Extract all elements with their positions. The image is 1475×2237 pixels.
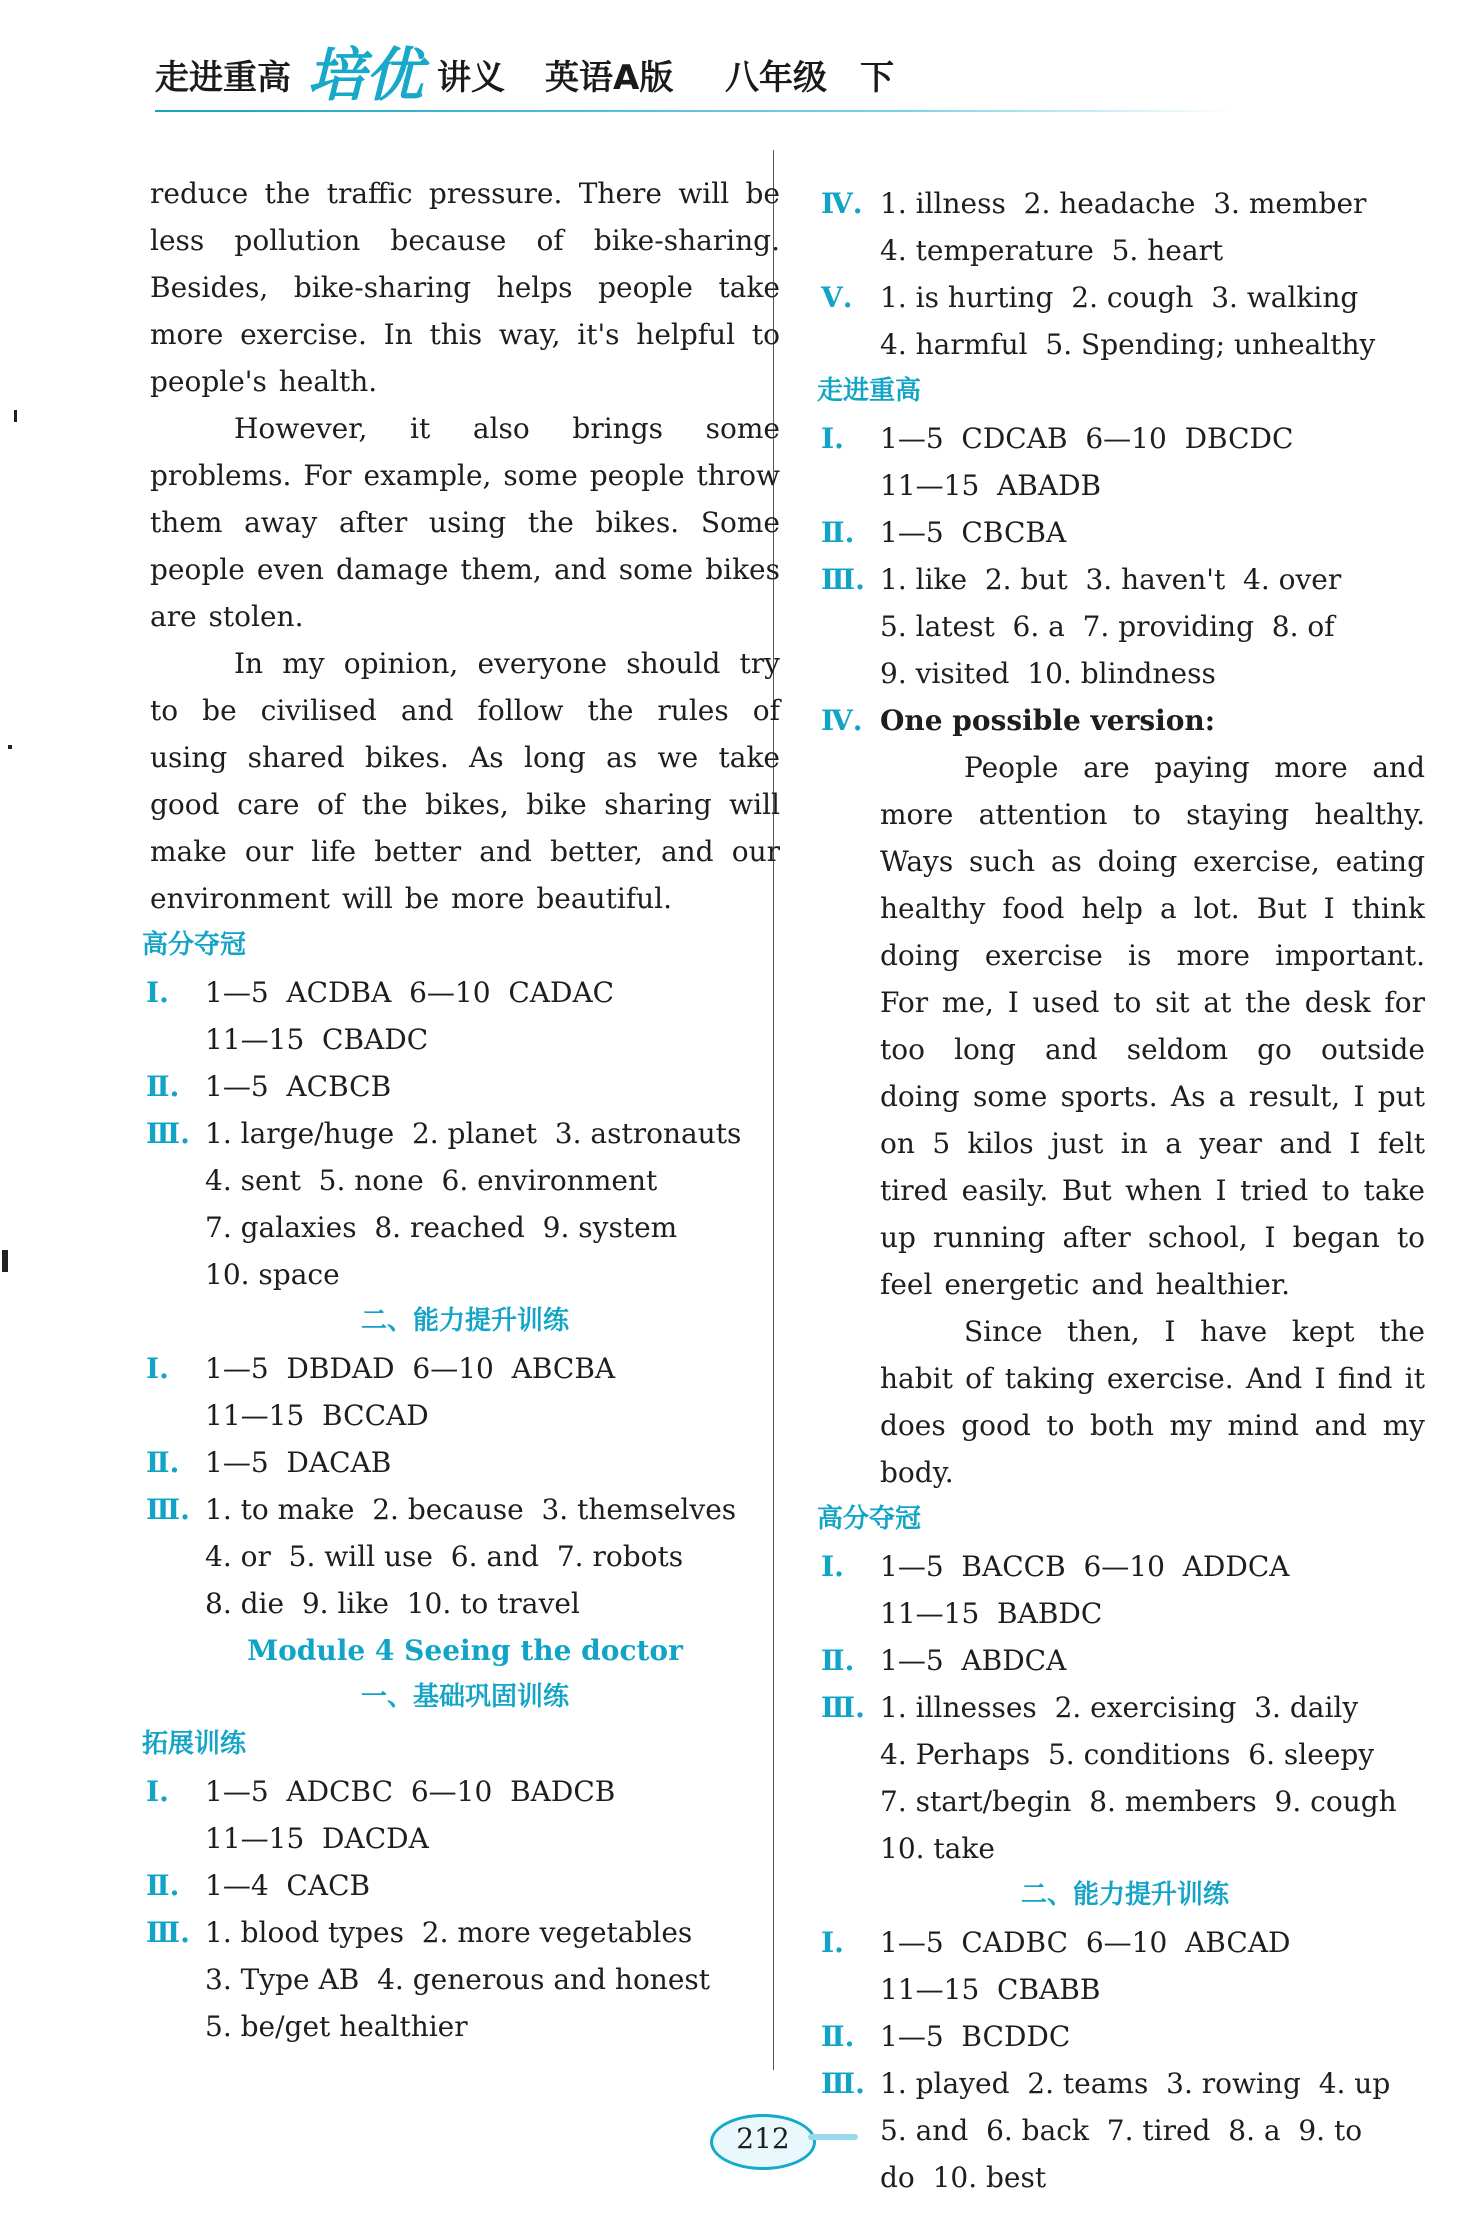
roman-numeral: Ⅲ. bbox=[821, 2067, 865, 2100]
answer-group bbox=[821, 180, 1425, 274]
page-number-badge bbox=[690, 2110, 860, 2170]
answer-line: 1. illnesses 2. exercising 3. daily bbox=[880, 1691, 1359, 1724]
roman-numeral: Ⅱ. bbox=[821, 2020, 855, 2053]
answer-line: 1. is hurting 2. cough 3. walking bbox=[880, 281, 1359, 314]
answer-line: 1—5 CDCAB 6—10 DBCDC bbox=[880, 422, 1294, 455]
essay-paragraph: People are paying more and more attention to staying healthy. Ways such as doing exercise, eating healthy food help a lot. But I think doing exercise is more important. For me, I used to sit at the desk for too long and seldom go outside doing some sports. As a result, I put on 5 kilos just in a year and I felt tired easily. But when I tried to take up running after school, I began to feel energetic and healthier. bbox=[880, 751, 1425, 1301]
roman-numeral: Ⅰ. bbox=[821, 1550, 844, 1583]
answer-line: 3. Type AB 4. generous and honest bbox=[205, 1963, 711, 1996]
answer-line: 1—5 CADBC 6—10 ABCAD bbox=[880, 1926, 1291, 1959]
margin-mark bbox=[14, 410, 17, 422]
answer-group bbox=[821, 697, 1425, 1496]
answer-line: 10. take bbox=[880, 1832, 995, 1865]
roman-numeral: Ⅲ. bbox=[821, 563, 865, 596]
answer-line: 4. harmful 5. Spending; unhealthy bbox=[880, 328, 1376, 361]
roman-numeral: Ⅲ. bbox=[146, 1493, 190, 1526]
answer-line: 1. blood types 2. more vegetables bbox=[205, 1916, 693, 1949]
roman-numeral: Ⅰ. bbox=[821, 422, 844, 455]
section-heading: 高分夺冠 bbox=[817, 1504, 922, 1534]
margin-mark bbox=[8, 745, 12, 749]
subsection-heading: 一、基础巩固训练 bbox=[360, 1682, 569, 1712]
answer-line: 1—5 ACBCB bbox=[205, 1070, 392, 1103]
answer-line: 1—5 ABDCA bbox=[880, 1644, 1067, 1677]
page-number: 212 bbox=[736, 2122, 790, 2155]
page-number-swoosh bbox=[808, 2134, 858, 2140]
answer-group bbox=[821, 2013, 1425, 2060]
roman-numeral: Ⅲ. bbox=[146, 1916, 190, 1949]
margin-mark bbox=[2, 1250, 8, 1272]
answer-line: 1. played 2. teams 3. rowing 4. up bbox=[880, 2067, 1391, 2100]
section-heading: 拓展训练 bbox=[142, 1729, 247, 1759]
answer-group bbox=[821, 274, 1425, 368]
answer-group bbox=[821, 1684, 1425, 1872]
answer-group bbox=[146, 1110, 780, 1298]
answer-group bbox=[146, 1909, 780, 2050]
header-subject: 英语A版 bbox=[545, 58, 674, 98]
answer-group bbox=[146, 1439, 780, 1486]
answer-line: 1. like 2. but 3. haven't 4. over bbox=[880, 563, 1342, 596]
essay-paragraph: In my opinion, everyone should try to be civilised and follow the rules of using shared bikes. As long as we take good care of the bikes, bike sharing will make our life better and better, and our environment will be more beautiful. bbox=[150, 647, 780, 915]
roman-numeral: Ⅲ. bbox=[146, 1117, 190, 1150]
answer-line: 11—15 ABADB bbox=[880, 469, 1102, 502]
roman-numeral: Ⅰ. bbox=[821, 1926, 844, 1959]
answer-line: 4. or 5. will use 6. and 7. robots bbox=[205, 1540, 684, 1573]
roman-numeral: Ⅰ. bbox=[146, 976, 169, 1009]
header-grade: 八年级 bbox=[725, 58, 827, 98]
answer-group bbox=[146, 1862, 780, 1909]
answer-line: 1—5 ACDBA 6—10 CADAC bbox=[205, 976, 615, 1009]
answer-line: 1—4 CACB bbox=[205, 1869, 371, 1902]
answer-group bbox=[146, 969, 780, 1063]
answer-line: 8. die 9. like 10. to travel bbox=[205, 1587, 580, 1620]
answer-line: 1—5 ADCBC 6—10 BADCB bbox=[205, 1775, 616, 1808]
answer-group bbox=[821, 1919, 1425, 2013]
answer-line: 4. Perhaps 5. conditions 6. sleepy bbox=[880, 1738, 1375, 1771]
answer-group bbox=[821, 415, 1425, 509]
roman-numeral: Ⅱ. bbox=[821, 1644, 855, 1677]
answer-group bbox=[821, 509, 1425, 556]
header-series-name: 走进重高 bbox=[155, 58, 291, 98]
roman-numeral: Ⅳ. bbox=[821, 704, 863, 737]
answer-line: 1. to make 2. because 3. themselves bbox=[205, 1493, 737, 1526]
answer-line: 1—5 CBCBA bbox=[880, 516, 1067, 549]
answer-line: 5. be/get healthier bbox=[205, 2010, 468, 2043]
answer-line: 1—5 DACAB bbox=[205, 1446, 392, 1479]
answer-line: 1—5 BACCB 6—10 ADDCA bbox=[880, 1550, 1290, 1583]
sample-essay-lead: One possible version: bbox=[880, 704, 1216, 737]
answer-line: 1. illness 2. headache 3. member bbox=[880, 187, 1367, 220]
answer-line: 5. and 6. back 7. tired 8. a 9. to bbox=[880, 2114, 1363, 2147]
essay-paragraph: However, it also brings some problems. For example, some people throw them away after using the bikes. Some people even damage them, and some bikes are stolen. bbox=[150, 412, 780, 633]
answer-group bbox=[821, 1543, 1425, 1637]
header-rule bbox=[155, 110, 1235, 112]
section-heading: 高分夺冠 bbox=[142, 930, 247, 960]
answer-line: do 10. best bbox=[880, 2161, 1047, 2194]
answer-line: 7. start/begin 8. members 9. cough bbox=[880, 1785, 1397, 1818]
answer-line: 11—15 BCCAD bbox=[205, 1399, 429, 1432]
roman-numeral: Ⅱ. bbox=[146, 1869, 180, 1902]
answer-line: 4. temperature 5. heart bbox=[880, 234, 1224, 267]
answer-group bbox=[146, 1345, 780, 1439]
answer-line: 7. galaxies 8. reached 9. system bbox=[205, 1211, 678, 1244]
header-logo-text: 培优 bbox=[307, 41, 424, 109]
section-heading: 走进重高 bbox=[817, 376, 922, 406]
answer-line: 1—5 DBDAD 6—10 ABCBA bbox=[205, 1352, 616, 1385]
page-header bbox=[155, 28, 1235, 123]
roman-numeral: Ⅱ. bbox=[821, 516, 855, 549]
roman-numeral: Ⅳ. bbox=[821, 187, 863, 220]
roman-numeral: Ⅱ. bbox=[146, 1446, 180, 1479]
answer-group bbox=[821, 1637, 1425, 1684]
subsection-heading: 二、能力提升训练 bbox=[360, 1306, 569, 1336]
answer-line: 11—15 CBABB bbox=[880, 1973, 1101, 2006]
answer-line: 11—15 BABDC bbox=[880, 1597, 1103, 1630]
subsection-heading: 二、能力提升训练 bbox=[1020, 1880, 1229, 1910]
roman-numeral: Ⅴ. bbox=[821, 281, 853, 314]
answer-line: 5. latest 6. a 7. providing 8. of bbox=[880, 610, 1335, 643]
roman-numeral: Ⅰ. bbox=[146, 1352, 169, 1385]
essay-paragraph: reduce the traffic pressure. There will be less pollution because of bike-sharing. Besides, bike-sharing helps people take more exercise. In this way, it's helpful to people's health. bbox=[150, 177, 780, 398]
answer-group bbox=[821, 556, 1425, 697]
left-column bbox=[142, 170, 780, 2050]
essay-paragraph: Since then, I have kept the habit of taking exercise. And I find it does good to both my mind and my body. bbox=[880, 1315, 1425, 1489]
answer-group bbox=[821, 2060, 1425, 2201]
module-title: Module 4 Seeing the doctor bbox=[247, 1634, 683, 1667]
answer-line: 1—5 BCDDC bbox=[880, 2020, 1071, 2053]
answer-line: 11—15 CBADC bbox=[205, 1023, 429, 1056]
answer-group bbox=[146, 1063, 780, 1110]
roman-numeral: Ⅲ. bbox=[821, 1691, 865, 1724]
answer-line: 11—15 DACDA bbox=[205, 1822, 429, 1855]
answer-line: 9. visited 10. blindness bbox=[880, 657, 1216, 690]
right-column bbox=[817, 180, 1425, 2201]
answer-line: 4. sent 5. none 6. environment bbox=[205, 1164, 658, 1197]
header-subtitle: 讲义 bbox=[437, 58, 505, 98]
answer-group bbox=[146, 1768, 780, 1862]
answer-group bbox=[146, 1486, 780, 1627]
roman-numeral: Ⅱ. bbox=[146, 1070, 180, 1103]
answer-line: 10. space bbox=[205, 1258, 340, 1291]
roman-numeral: Ⅰ. bbox=[146, 1775, 169, 1808]
header-term: 下 bbox=[860, 58, 894, 98]
answer-line: 1. large/huge 2. planet 3. astronauts bbox=[205, 1117, 742, 1150]
